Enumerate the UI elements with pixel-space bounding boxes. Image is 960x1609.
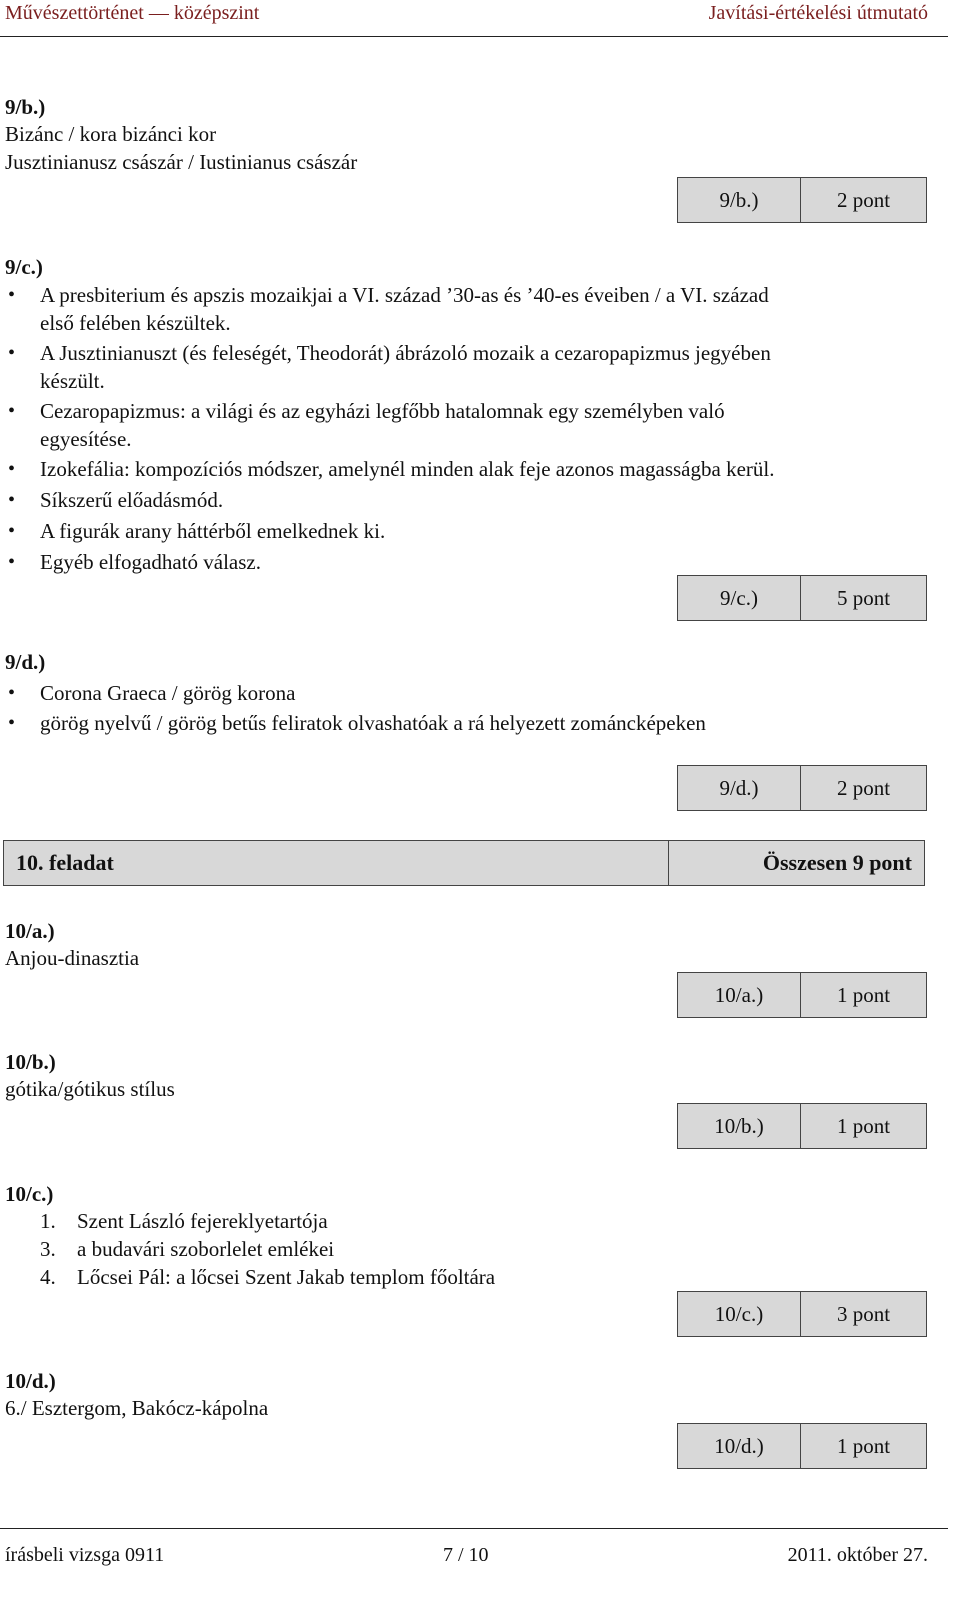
task10-total: Összesen 9 pont [762,850,912,875]
q10c-item-3-text: Lőcsei Pál: a lőcsei Szent Jakab templom főoltára [77,1265,496,1289]
header-right: Javítási-értékelési útmutató [708,2,928,24]
q10d-score-box [677,1423,927,1469]
q9c-b4: Izokefália: kompozíciós módszer, amelynél minden alak feje azonos magasságba kerül. [40,457,775,481]
q9b-score-box [677,177,927,223]
q9d-score-points: 2 pont [836,775,891,800]
q9b-score-points: 2 pont [836,187,891,212]
q9b-label: 9/b.) [5,95,46,119]
q10b-score-box [677,1103,927,1149]
q10a-score-points: 1 pont [836,982,891,1007]
q10a-score-label: 10/a.) [678,973,801,1017]
q10d-answer: 6./ Esztergom, Bakócz-kápolna [5,1396,269,1420]
q9d-b1: Corona Graeca / görög korona [40,681,296,705]
bullet: • [8,284,16,306]
task10-bar [3,840,925,886]
q9d-b2: görög nyelvű / görög betűs feliratok olvashatóak a rá helyezett zománcképeken [40,711,706,735]
q9c-score-points: 5 pont [836,585,891,610]
q9c-b3-l2: egyesítése. [40,427,132,451]
q9c-score-box [677,575,927,621]
q10c-score-points: 3 pont [836,1301,891,1326]
q10d-score-points: 1 pont [836,1433,891,1458]
q9c-b1-l2: első felében készültek. [40,311,231,335]
bullet: • [8,712,16,734]
header-rule [0,36,948,37]
bullet: • [8,458,16,480]
q10a-score-box [677,972,927,1018]
q10d-score-label: 10/d.) [678,1424,801,1468]
bullet: • [8,682,16,704]
q10c-score-box [677,1291,927,1337]
q9c-b7: Egyéb elfogadható válasz. [40,550,261,574]
bullet: • [8,520,16,542]
footer-page: 7 / 10 [443,1544,489,1566]
q9b-line-2: Jusztinianusz császár / Iustinianus császár [5,150,358,174]
q10b-answer: gótika/gótikus stílus [5,1077,175,1101]
q10c-score-label: 10/c.) [678,1292,801,1336]
q10a-label: 10/a.) [5,919,55,943]
q10c-item-2-text: a budavári szoborlelet emlékei [77,1237,335,1261]
q9d-score-label: 9/d.) [678,766,801,810]
task10-title: 10. feladat [4,841,669,885]
q9c-b3-l1: Cezaropapizmus: a világi és az egyházi legfőbb hatalomnak egy személyben való [40,399,725,423]
q10d-label: 10/d.) [5,1369,56,1393]
q9c-b1-l1: A presbiterium és apszis mozaikjai a VI. század ’30-as és ’40-es éveiben / a VI. század [40,283,769,307]
q9d-score-box [677,765,927,811]
q10c-label: 10/c.) [5,1182,54,1206]
q9b-line-1: Bizánc / kora bizánci kor [5,122,217,146]
q10b-label: 10/b.) [5,1050,56,1074]
bullet: • [8,400,16,422]
q10b-score-points: 1 pont [836,1113,891,1138]
q9b-score-label: 9/b.) [678,178,801,222]
q9c-b6: A figurák arany háttérből emelkednek ki. [40,519,386,543]
q10c-item-2-num: 3. [40,1237,56,1261]
q9c-label: 9/c.) [5,255,43,279]
bullet: • [8,342,16,364]
q10c-item-3-num: 4. [40,1265,56,1289]
q9c-b2-l2: készült. [40,369,105,393]
footer-rule [0,1528,948,1529]
q10c-item-1-text: Szent László fejereklyetartója [77,1209,328,1233]
q9c-b5: Síkszerű előadásmód. [40,488,224,512]
bullet: • [8,489,16,511]
q10c-item-1-num: 1. [40,1209,56,1233]
q9d-label: 9/d.) [5,650,46,674]
q10b-score-label: 10/b.) [678,1104,801,1148]
footer-left: írásbeli vizsga 0911 [5,1544,165,1566]
bullet: • [8,551,16,573]
footer-date: 2011. október 27. [787,1544,928,1566]
q10a-answer: Anjou-dinasztia [5,946,140,970]
q9c-score-label: 9/c.) [678,576,801,620]
q9c-b2-l1: A Jusztinianuszt (és feleségét, Theodorát) ábrázoló mozaik a cezaropapizmus jegyében [40,341,771,365]
header-left: Művészettörténet — középszint [5,2,260,24]
